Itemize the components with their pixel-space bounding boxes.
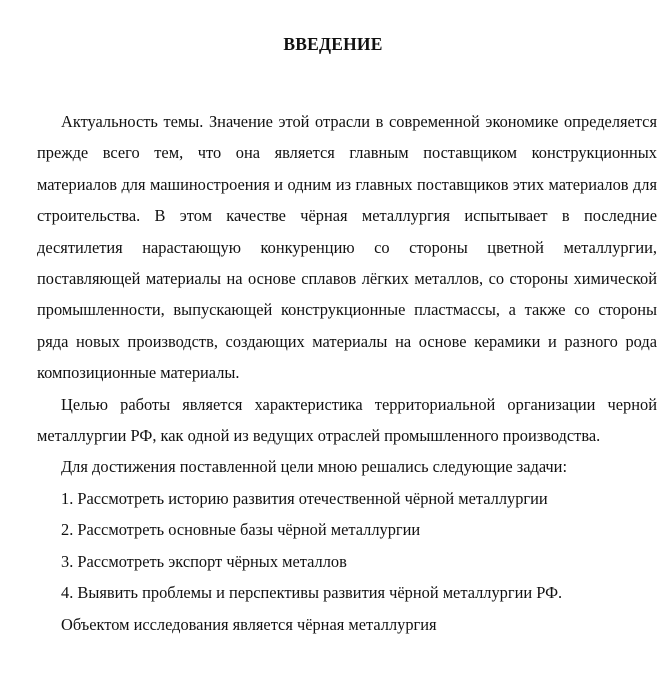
task-item: 2. Рассмотреть основные базы чёрной металлургии [61, 520, 421, 540]
paragraph-relevance: Актуальность темы. Значение этой отрасли в современной экономике определяется прежде всего тем, что она является главным поставщиком конструкционных материалов для машиностроения и одним из главных поставщиков этих материалов для строительства. В этом качестве чёрная металлургия испытывает в последние десятилетия нарастающую конкуренцию со стороны цветной металлургии, поставляющей материалы на основе сплавов лёгких металлов, со стороны химической промышленности, выпускающей конструкционные пластмассы, а также со стороны ряда новых производств, создающих материалы на основе керамики и разного рода композиционные материалы. [37, 112, 657, 383]
paragraph-goal: Целью работы является характеристика территориальной организации черной металлургии РФ, как одной из ведущих отраслей промышленного производства. [37, 394, 657, 446]
page-title: ВВЕДЕНИЕ [283, 34, 383, 54]
paragraph-tasks-intro: Для достижения поставленной цели мною решались следующие задачи: [61, 457, 568, 477]
paragraph-object: Объектом исследования является чёрная металлургия [61, 614, 437, 634]
document-body [37, 106, 657, 640]
task-item: 1. Рассмотреть историю развития отечественной чёрной металлургии [61, 488, 548, 508]
task-item: 4. Выявить проблемы и перспективы развития чёрной металлургии РФ. [61, 583, 563, 603]
task-item: 3. Рассмотреть экспорт чёрных металлов [61, 551, 347, 571]
